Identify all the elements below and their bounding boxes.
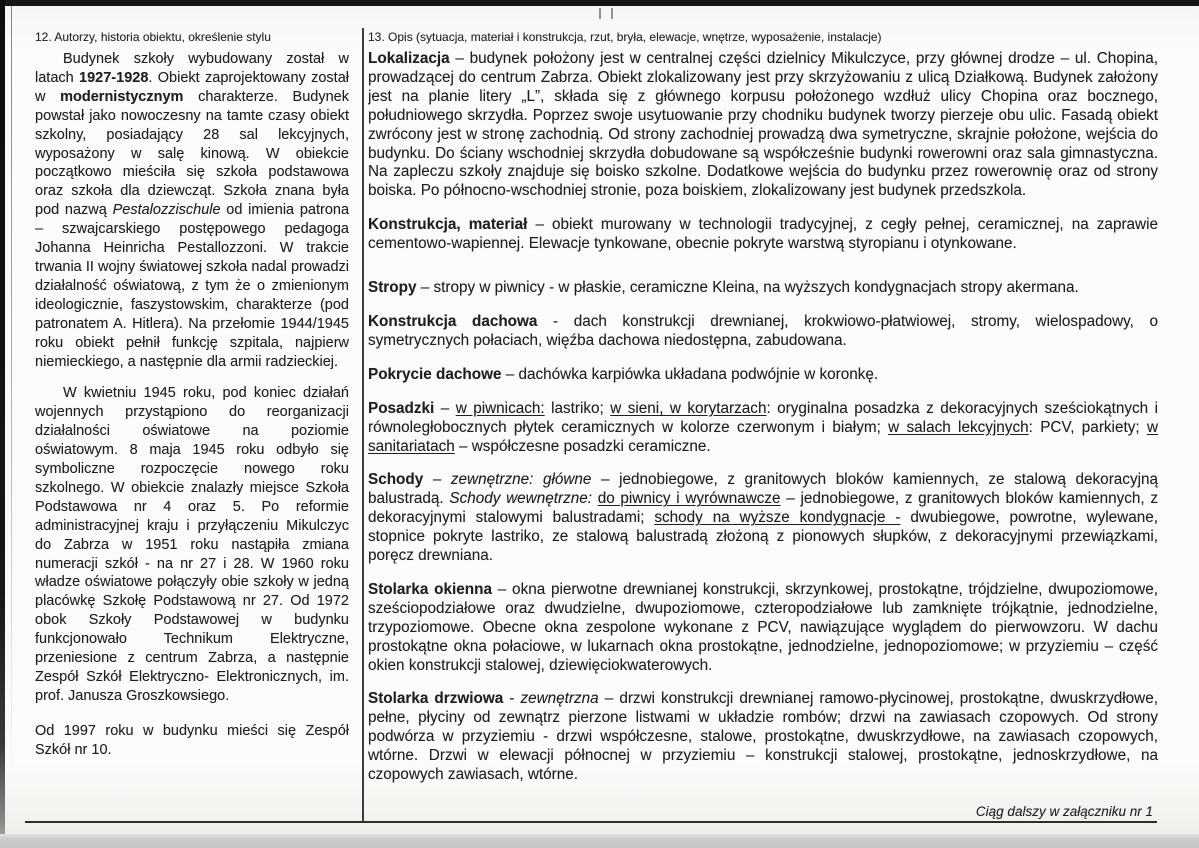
description-section-pokrycie-dachowe: Pokrycie dachowe – dachówka karpiówka układana podwójnie w koronkę.	[368, 365, 879, 383]
description-section-stropy: Stropy – stropy w piwnicy - w płaskie, ceramiczne Kleina, na wyższych kondygnacjach stropy akermana.	[368, 279, 1079, 297]
description-section-lokalizacja: Lokalizacja – budynek położony jest w centralnej części dzielnicy Mikulczyce, przy głównej drodze – ul. Chopina, prowadzącej do centrum Zabrza. Obiekt zlokalizowany jest przy skrzyżowaniu z ulicą Działkową. Budynek założony jest na planie litery „L”, składa się z głównego korpusu położonego wzdłuż ulicy Chopina oraz bocznego, południowego skrzydła. Poprzez swoje usytuowanie przy chodniku budynek tworzy pierzeje obu ulic. Fasadą obiekt zwrócony jest w stronę zachodnią. Od strony zachodniej prowadzą dwa symetryczne, skrajnie położone, wejścia do budynku. Do ściany wschodniej skrzydła dobudowane są współcześnie budynki rowerowni oraz sala gimnastyczna. Na zapleczu szkoły znajduje się boisko szkolne. Dodatkowe wejścia do budynku przez rowerownię oraz od strony boiska. Po północno-wschodniej stronie, poza boiskiem, zlokalizowany jest budynek przedszkola.	[368, 50, 1158, 200]
field-13-description-text	[368, 50, 1158, 822]
history-paragraph-postwar: W kwietniu 1945 roku, pod koniec działań wojennych przystąpiono do reorganizacji działalności oświatowe na poziomie oświatowym. 8 maja 1945 roku odbyło się symboliczne rozpoczęcie nowego roku szkolnego. W obiekcie znalazły miejsce Szkoła Podstawowa nr 4 oraz 5. Po reformie administracyjnej kraju i przyłączeniu Mikulczyc do Zabrza w 1951 roku nastąpiła zmiana numeracji szkół - na nr 27 i 28. W 1960 roku władze oświatowe połączyły obie szkoły w jedną placówkę Szkołę Podstawową nr 27. Od 1972 obok Szkoły Podstawowej w budynku funkcjonowało Technikum Elektryczne, przeniesione z centrum Zabrza, a następnie Zespół Szkół Elektryczno- Elektronicznych, im. prof. Janusza Groszkowsiego.	[35, 385, 349, 704]
description-section-posadzki: Posadzki – w piwnicach: lastriko; w sieni, w korytarzach: oryginalna posadzka z dekoracyjnych sześciokątnych i równoległobocznych płytek ceramicznych w kolorze czerwonym i białym; w salach lekcyjnych: PCV, parkiety; w sanitariatach – współczesne posadzki ceramiczne.	[368, 399, 1158, 455]
description-section-konstrukcja-material: Konstrukcja, materiał – obiekt murowany w technologii tradycyjnej, z cegły pełnej, ceramicznej, na zaprawie cementowo-wapiennej. Elewacje tynkowane, obecnie pokryte warstwą styropianu i otynkowane.	[368, 216, 1158, 253]
description-section-konstrukcja-dachowa: Konstrukcja dachowa - dach konstrukcji drewnianej, krokwiowo-płatwiowej, stromy, wielospadowy, o symetrycznych połaciach, więźba dachowa niedostępna, zabudowana.	[368, 312, 1158, 349]
description-section-stolarka-drzwiowa: Stolarka drzwiowa - zewnętrzna – drzwi konstrukcji drewnianej ramowo-płycinowej, prostokątne, dwuskrzydłowe, pełne, płyciny od zewnątrz pierzone listwami w układzie rombów; drzwi na zawiasach czopowych. Od strony podwórza w przyziemiu - drzwi współczesne, stalowe, prostokątne, dwuskrzydłowe, na zawiasach czopowych, wtórne. Drzwi w elewacji północnej w przyziemiu – konstrukcji stalowej, prostokątne, jednoskrzydłowe, na czopowych zawiasach, wtórne.	[368, 690, 1158, 784]
registration-tick-mark	[599, 8, 601, 19]
field-12-history-text	[35, 50, 349, 822]
description-section-stolarka-okienna: Stolarka okienna – okna pierwotne drewnianej konstrukcji, skrzynkowej, prostokątne, trójdzielne, dwupoziomowe, sześciopodziałowe oraz dwudzielne, dwupoziomowe, czteropodziałowe lub zamknięte trójkątnie, jednodzielne, trzypoziomowe. Obecne okna zespolone wykonane z PCV, nawiązujące wyglądem do pierwowzoru. W dachu prostokątne okna połaciowe, w lukarnach okna prostokątne, jednodzielne, jednopoziomowe; w przyziemiu – część okien konstrukcji stalowej, dziewięciokwaterowych.	[368, 580, 1158, 674]
field-12-header: 12. Autorzy, historia obiektu, określenie stylu	[35, 30, 271, 44]
scan-top-edge	[0, 0, 1199, 6]
scan-left-edge	[0, 0, 5, 848]
continuation-note: Ciąg dalszy w załączniku nr 1	[975, 804, 1153, 819]
form-column-divider	[362, 28, 364, 822]
history-paragraph-current: Od 1997 roku w budynku mieści się Zespół Szkół nr 10.	[35, 722, 349, 758]
scan-bottom-band	[0, 834, 1199, 848]
scan-left-fold-line	[11, 6, 12, 776]
field-13-header: 13. Opis (sytuacja, materiał i konstrukcja, rzut, bryła, elewacje, wnętrze, wyposażenie, instalacje)	[368, 30, 882, 44]
description-section-schody: Schody – zewnętrzne: główne – jednobiegowe, z granitowych bloków kamiennych, ze stalową dekoracyjną balustradą. Schody wewnętrzne: do piwnicy i wyrównawcze – jednobiegowe, z granitowych bloków kamiennych, z dekoracyjnymi stalowymi balustradami; schody na wyższe kondygnacje - dwubiegowe, powrotne, wylewane, stopnice pokryte lastriko, ze stalową balustradą złożoną z pionowych słupków, z dekoracyjnymi przewiązkami, poręcz drewniana.	[368, 471, 1158, 565]
history-paragraph-construction: Budynek szkoły wybudowany został w latach 1927-1928. Obiekt zaprojektowany został w modernistycznym charakterze. Budynek powstał jako nowoczesny na tamte czasy obiekt szkolny, posiadający 28 sal lekcyjnych, wyposażony w salę kinową. W obiekcie początkowo mieściła się szkoła podstawowa oraz szkoła dla dziewcząt. Szkoła znana była pod nazwą Pestalozzischule od imienia patrona – szwajcarskiego postępowego pedagoga Johanna Heinricha Pestallozzoni. W trakcie trwania II wojny światowej szkoła nadal prowadzi działalność oświatową, z tym że o zmienionym ideologicznie, faszystowskim, charakterze (pod patronatem A. Hitlera). Na przełomie 1944/1945 roku obiekt pełnił funkcję szpitala, najpierw niemieckiego, a następnie dla armii radzieckiej.	[35, 51, 349, 370]
registration-tick-mark	[611, 8, 613, 19]
